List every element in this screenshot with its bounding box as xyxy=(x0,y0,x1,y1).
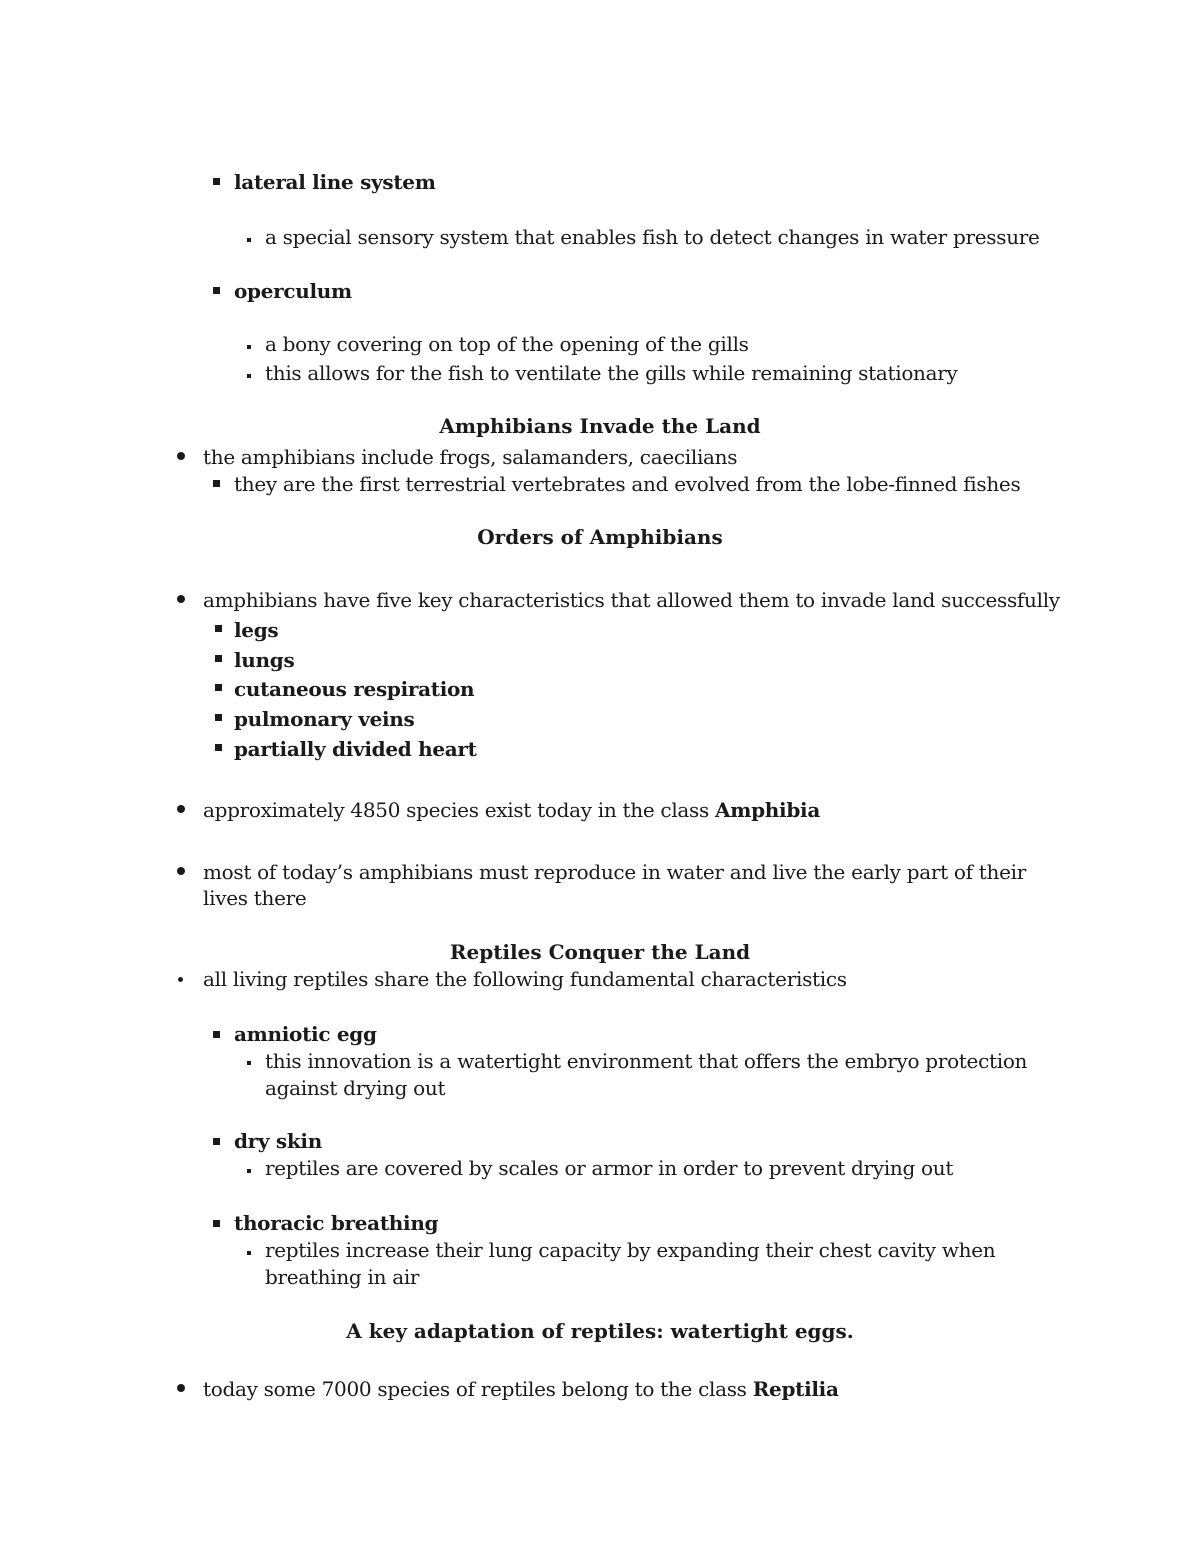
characteristic-item: lungs xyxy=(234,648,295,672)
small-bullet-icon xyxy=(247,1061,251,1065)
heading-orders-of-amphibians: Orders of Amphibians xyxy=(477,525,723,549)
round-bullet-icon xyxy=(178,977,183,982)
characteristic-item: cutaneous respiration xyxy=(234,677,475,701)
square-bullet-icon xyxy=(213,480,220,487)
amphibians-include: the amphibians include frogs, salamanders, caecilians xyxy=(203,445,738,469)
characteristic-item: legs xyxy=(234,618,279,642)
first-terrestrial-vertebrates: they are the first terrestrial vertebrates and evolved from the lobe-finned fishes xyxy=(234,472,1021,496)
term-operculum: operculum xyxy=(234,279,352,303)
characteristic-item: partially divided heart xyxy=(234,737,477,761)
five-key-characteristics: amphibians have five key characteristics that allowed them to invade land successfully xyxy=(203,588,1060,612)
small-bullet-icon xyxy=(247,374,251,378)
reptiles-share-characteristics: all living reptiles share the following fundamental characteristics xyxy=(203,967,847,991)
class-reptilia: Reptilia xyxy=(752,1377,839,1401)
square-bullet-icon xyxy=(215,625,222,632)
class-amphibia: Amphibia xyxy=(715,798,820,822)
square-bullet-icon xyxy=(215,744,222,751)
amniotic-egg-description-1: this innovation is a watertight environment that offers the embryo protection xyxy=(265,1049,1028,1073)
characteristic-item: pulmonary veins xyxy=(234,707,415,731)
round-bullet-icon xyxy=(177,595,185,603)
term-lateral-line: lateral line system xyxy=(234,170,436,194)
heading-reptiles-conquer: Reptiles Conquer the Land xyxy=(449,940,751,964)
amphibia-species-count xyxy=(203,797,820,823)
thoracic-breathing-description-2: breathing in air xyxy=(265,1265,420,1289)
reptilia-species-text: today some 7000 species of reptiles belong to the class xyxy=(203,1377,753,1401)
round-bullet-icon xyxy=(177,452,185,460)
term-dry-skin: dry skin xyxy=(234,1129,322,1153)
round-bullet-icon xyxy=(177,805,185,813)
round-bullet-icon xyxy=(177,1384,185,1392)
square-bullet-icon xyxy=(213,287,220,294)
operculum-description-1: a bony covering on top of the opening of the gills xyxy=(265,332,749,356)
operculum-description-2: this allows for the fish to ventilate the gills while remaining stationary xyxy=(265,361,958,385)
square-bullet-icon xyxy=(215,684,222,691)
amniotic-egg-description-2: against drying out xyxy=(265,1076,446,1100)
square-bullet-icon xyxy=(215,655,222,662)
term-thoracic-breathing: thoracic breathing xyxy=(234,1211,439,1235)
square-bullet-icon xyxy=(213,1138,220,1145)
small-bullet-icon xyxy=(247,1251,251,1255)
small-bullet-icon xyxy=(247,345,251,349)
square-bullet-icon xyxy=(213,1031,220,1038)
round-bullet-icon xyxy=(177,867,185,875)
heading-key-adaptation: A key adaptation of reptiles: watertight eggs. xyxy=(346,1319,854,1343)
square-bullet-icon xyxy=(213,178,220,185)
small-bullet-icon xyxy=(247,1169,251,1173)
reproduce-in-water-line-2: lives there xyxy=(203,886,307,910)
lateral-line-description: a special sensory system that enables fish to detect changes in water pressure xyxy=(265,225,1040,249)
heading-amphibians-invade: Amphibians Invade the Land xyxy=(439,414,761,438)
small-bullet-icon xyxy=(247,238,251,242)
reptilia-species-count xyxy=(203,1376,839,1402)
dry-skin-description: reptiles are covered by scales or armor in order to prevent drying out xyxy=(265,1156,954,1180)
amphibia-species-text: approximately 4850 species exist today in the class xyxy=(203,798,716,822)
square-bullet-icon xyxy=(213,1220,220,1227)
thoracic-breathing-description-1: reptiles increase their lung capacity by expanding their chest cavity when xyxy=(265,1238,996,1262)
reproduce-in-water-line-1: most of today’s amphibians must reproduce in water and live the early part of their xyxy=(203,860,1027,884)
term-amniotic-egg: amniotic egg xyxy=(234,1022,377,1046)
square-bullet-icon xyxy=(215,714,222,721)
